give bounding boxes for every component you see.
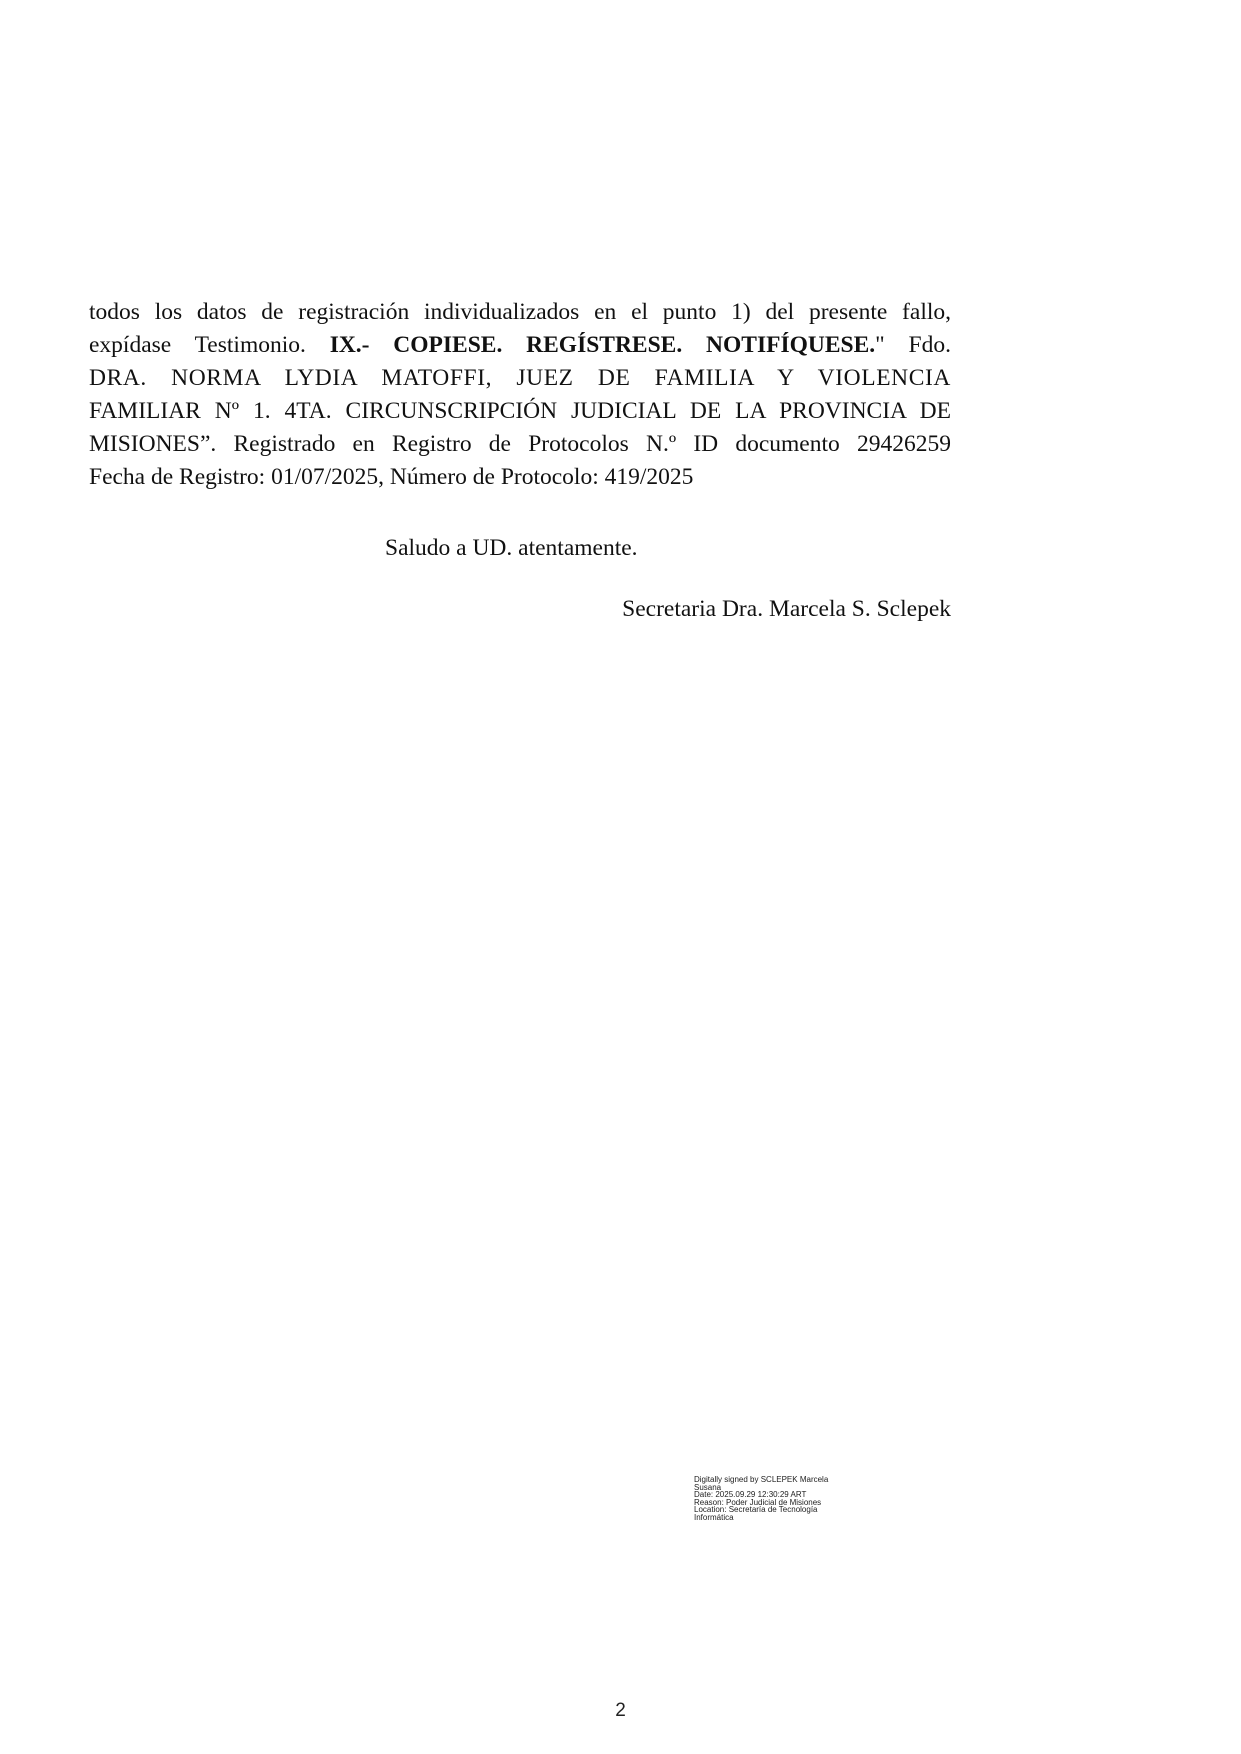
digital-signature-stamp (694, 1476, 844, 1522)
body-line-1: todos los datos de registración individualizados en el punto 1) del presente fallo, (89, 299, 951, 325)
body-paragraph (89, 296, 951, 494)
body-line-3: DRA. NORMA LYDIA MATOFFI, JUEZ DE FAMILIA Y VIOLENCIA (89, 365, 951, 391)
signature-reference: " Fdo. (875, 332, 951, 358)
body-line-5: MISIONES”. Registrado en Registro de Protocolos N.º ID documento 29426259 (89, 431, 951, 457)
closing-salutation: Saludo a UD. atentamente. (385, 535, 638, 561)
signer-name: Secretaria Dra. Marcela S. Sclepek (622, 596, 951, 622)
body-line-6: Fecha de Registro: 01/07/2025, Número de Protocolo: 419/2025 (89, 464, 694, 490)
stamp-line: Informática (694, 1512, 734, 1522)
page-number: 2 (615, 1700, 626, 1721)
body-line-2-text: expídase Testimonio. (89, 332, 306, 358)
resolution-clause: IX.- COPIESE. REGÍSTRESE. NOTIFÍQUESE. (329, 332, 876, 358)
stamp-line: Digitally signed by SCLEPEK Marcela (694, 1475, 829, 1484)
stamp-line: Location: Secretaría de Tecnología (694, 1505, 818, 1515)
body-line-2 (89, 329, 951, 362)
stamp-line: Reason: Poder Judicial de Misiones (694, 1497, 822, 1507)
stamp-line: Date: 2025.09.29 12:30:29 ART (694, 1490, 807, 1500)
body-line-4: FAMILIAR Nº 1. 4TA. CIRCUNSCRIPCIÓN JUDICIAL DE LA PROVINCIA DE (89, 398, 951, 424)
stamp-line: Susana (694, 1482, 722, 1492)
